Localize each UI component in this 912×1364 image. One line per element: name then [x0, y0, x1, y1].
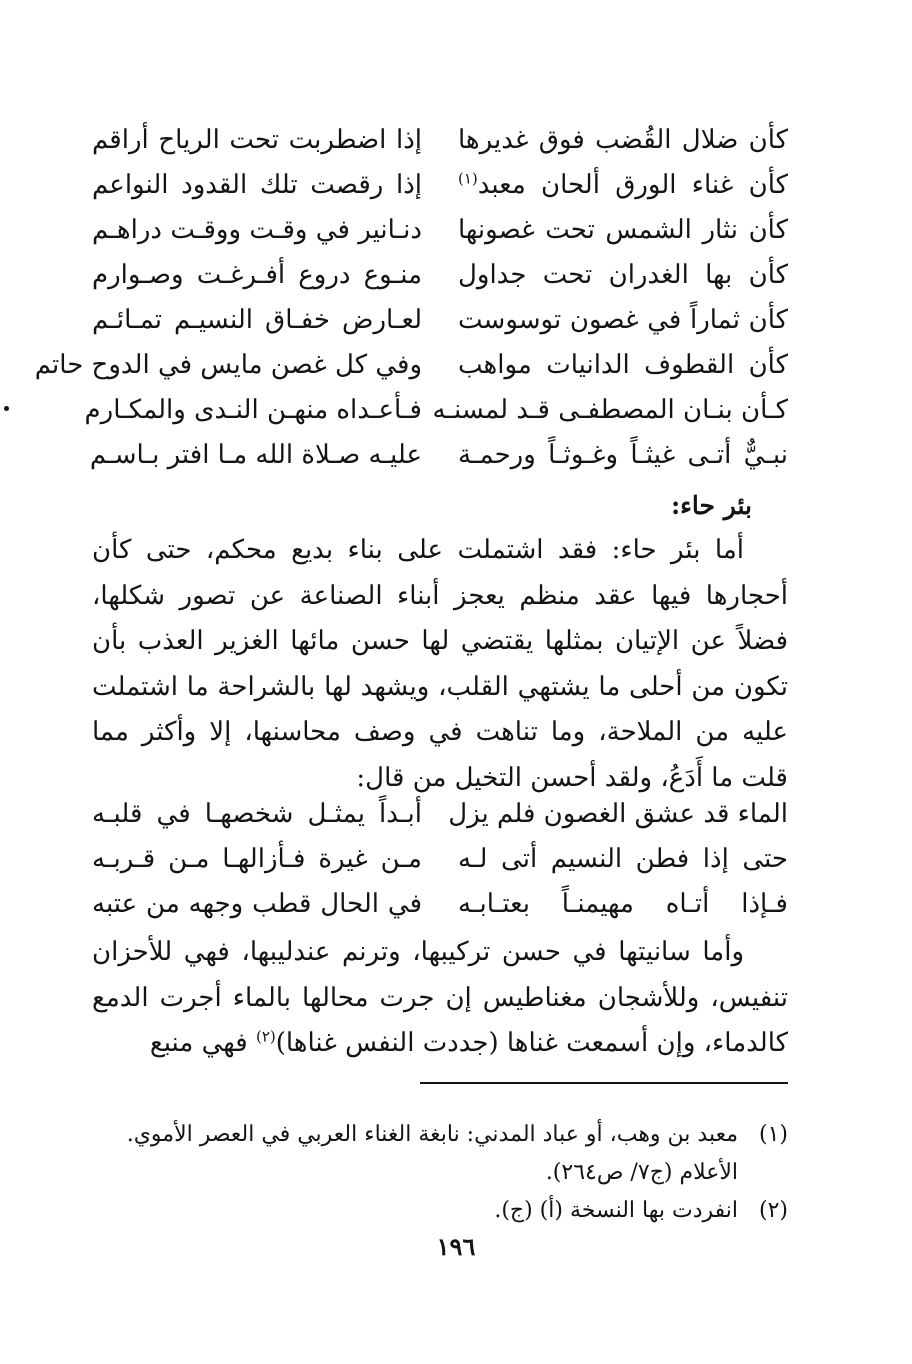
- verse: [92, 118, 788, 163]
- page-number: ١٩٦: [436, 1232, 476, 1261]
- footnote-text: معبد بن وهب، أو عباد المدني: نابغة الغناء العربي في العصر الأموي.: [126, 1122, 738, 1147]
- footnote: [92, 1116, 788, 1154]
- hemistich-first: الماء قد عشق الغصون فلم يزل: [448, 799, 788, 829]
- verse: [92, 837, 788, 882]
- paragraph-text: أما بئر حاء: فقد اشتملت على بناء بديع محكم، حتى كأن أحجارها فيها عقد منظم يعجز أبناء الصناعة عن تصور شكلها، فضلاً عن الإتيان بمثلها يقتضي لها حسن مائها الغزير العذب بأن تكون من أحلى ما يشتهي القلب، ويشهد لها بالشراحة ما اشتملت عليه من الملاحة، وما تناهت في وصف محاسنها، إلا وأكثر مما قلت ما أَدَعُ، ولقد أحسن التخيل من قال:: [92, 535, 788, 793]
- footnote-continuation: الأعلام (ج٧/ ص٢٦٤).: [545, 1160, 738, 1185]
- hemistich-second: إذا اضطربت تحت الرياح أراقم: [92, 125, 422, 155]
- verse: [92, 163, 788, 208]
- verse: [84, 388, 788, 433]
- verse: [92, 792, 788, 837]
- hemistich-second: فـأعـداه منهـن النـدى والمكـارم: [84, 395, 422, 425]
- hemistich-first: كأن بها الغدران تحت جداول: [458, 260, 788, 290]
- hemistich-first: فـإذا أتـاه مهيمنـاً بعتـابـه: [458, 889, 788, 919]
- hemistich-first: حتى إذا فطن النسيم أتى لـه: [458, 844, 788, 874]
- hemistich-second: مـن غيرة فـأزالهـا مـن قـربـه: [92, 844, 422, 874]
- poem-2: [92, 792, 788, 927]
- footnote-separator: [420, 1082, 788, 1084]
- footnotes: [92, 1116, 788, 1230]
- footnote-ref: (٢): [255, 1027, 276, 1046]
- hemistich-second: إذا رقصت تلك القدود النواعم: [92, 170, 422, 200]
- verse: [92, 208, 788, 253]
- hemistich-first: نبـيٌّ أتـى غيثـاً وغـوثـاً ورحمـة: [458, 440, 788, 470]
- footnote-ref: (١): [458, 169, 478, 188]
- verse: [92, 253, 788, 298]
- hemistich-second: عليـه صـلاة الله مـا افتر بـاسـم: [89, 440, 422, 470]
- verse: [89, 433, 788, 478]
- hemistich-first: كأن القطوف الدانيات مواهب: [458, 350, 788, 380]
- paragraph-2: [92, 930, 788, 1067]
- hemistich-first: كأن غناء الورق ألحان معبد$^{(١)}$: [458, 169, 788, 200]
- hemistich-second: دنـانير في وقـت ووقـت دراهـم: [92, 215, 422, 245]
- hemistich-second: في الحال قطب وجهه من عتبه: [92, 889, 422, 919]
- footnote: [92, 1192, 788, 1230]
- paragraph-text: وأما سانيتها في حسن تركيبها، وترنم عندليبها، فهي للأحزان تنفيس، وللأشجان مغناطيس إن جرت محالها بالماء أجرت الدمع كالدماء، وإن أسمعت غناها (جددت النفس غناها)$^{(٢)}$ فهي منبع: [92, 937, 788, 1058]
- hemistich-first: كأن ضلال القُضب فوق غديرها: [458, 125, 788, 155]
- hemistich-first: كـأن بنـان المصطفـى قـد لمسنـه: [432, 395, 788, 425]
- verse: [92, 298, 788, 343]
- hemistich-second: لعـارض خفـاق النسيـم تمـائـم: [92, 305, 422, 335]
- footnote-number: (٢): [758, 1198, 788, 1223]
- hemistich-first: كأن نثار الشمس تحت غصونها: [458, 215, 788, 245]
- hemistich-second: منـوع دروع أفـرغـت وصـوارم: [92, 260, 422, 290]
- verse: [34, 343, 788, 388]
- footnote-text: انفردت بها النسخة (أ) (ج).: [494, 1198, 738, 1223]
- verse: [92, 882, 788, 927]
- footnote-number: (١): [758, 1122, 788, 1147]
- hemistich-first: كأن ثماراً في غصون توسوست: [458, 305, 788, 335]
- hemistich-second: وفي كل غصن مايس في الدوح حاتم: [34, 350, 422, 380]
- poem-1: [34, 118, 788, 478]
- margin-mark: [4, 406, 9, 411]
- hemistich-second: أبـداً يمثـل شخصهـا في قلبـه: [92, 799, 422, 829]
- section-heading: بئر حاء:: [670, 491, 752, 520]
- paragraph-1: [92, 528, 788, 801]
